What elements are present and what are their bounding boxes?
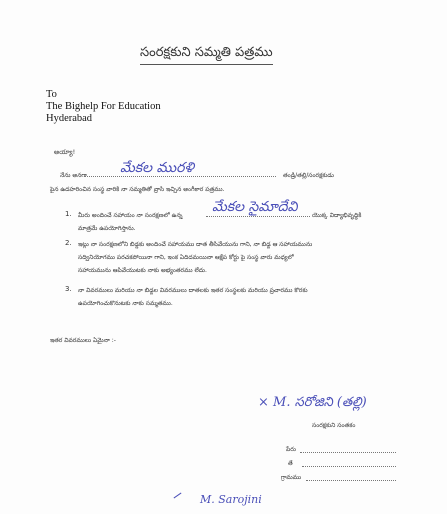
point-1-line2: మాత్రమే ఉపయోగిస్తాను. bbox=[78, 225, 136, 232]
field-date-line bbox=[302, 466, 396, 467]
point-3-line1: నా వివరములు మరియు నా బిడ్డల వివరములు దాతలకు ఇతర సంస్థలకు మరియు ప్రచారము కొరకు bbox=[78, 287, 308, 294]
address-to: To bbox=[46, 89, 57, 100]
address-org: The Bighelp For Education bbox=[46, 101, 161, 112]
point-2-line3: సహాయమును ఆపివేయుటకు నాకు అభ్యంతరము లేదు. bbox=[78, 267, 207, 274]
point-3-line2: ఉపయోగించుకొనుటకు నాకు సమ్మతము. bbox=[78, 300, 173, 307]
field-date-label: తే bbox=[288, 460, 293, 467]
field-village-line bbox=[306, 480, 396, 481]
field-name-line bbox=[300, 452, 396, 453]
point-1-number: 1. bbox=[65, 210, 72, 218]
point-2-line2: సద్వినియోగము పరచకపోయినా గాని, ఇంక ఏదిదమయినా ఆక్షేప కోర్టు పై సంస్థ వారు మధ్యలో bbox=[78, 254, 294, 261]
bottom-handwritten-signature: M. Sarojini bbox=[200, 493, 262, 506]
address-city: Hyderabad bbox=[46, 113, 93, 124]
point-2-number: 2. bbox=[65, 239, 72, 247]
point-1-suffix: యొక్క విద్యాభివృద్ధికి bbox=[312, 212, 362, 219]
pen-mark bbox=[174, 493, 182, 499]
form-title: సంరక్షకుని సమ్మతి పత్రము bbox=[140, 45, 273, 65]
intro-suffix: తండ్రి/తల్లి/సంరక్షకుడు bbox=[283, 172, 334, 179]
field-village-label: గ్రామము bbox=[281, 474, 302, 481]
guardian-signature-label: సంరక్షకుని సంతకం bbox=[312, 422, 356, 429]
intro-filled-name: మేకల మురళి bbox=[120, 160, 194, 176]
salutation: అయ్యా! bbox=[54, 148, 76, 156]
other-details-label: ఇతర వివరములు ఏమైనా :- bbox=[50, 337, 116, 344]
intro-prefix: నేను అనగా bbox=[60, 172, 87, 179]
intro-line2: పైన ఉదహరించిన సంస్థ వారికి నా సమ్మతితో వ్రాసి ఇచ్చిన అంగీకార పత్రము. bbox=[50, 186, 225, 193]
guardian-handwritten-signature: × M. సరోజిని (తల్లి) bbox=[258, 395, 367, 410]
point-2-line1: ఇట్లు నా సంరక్షణలోని బిడ్డకు అందించే సహాయము దాత తీసివేయును గాని, నా బిడ్డ ఆ సహాయమును bbox=[78, 241, 313, 248]
point-3-number: 3. bbox=[65, 285, 72, 293]
point-1-prefix: మీరు అందించే సహాయం నా సంరక్షణలో ఉన్న bbox=[78, 212, 183, 219]
field-name-label: పేరు bbox=[286, 446, 296, 453]
point-1-filled-name: మేకల సైమాదేవి bbox=[212, 199, 298, 215]
